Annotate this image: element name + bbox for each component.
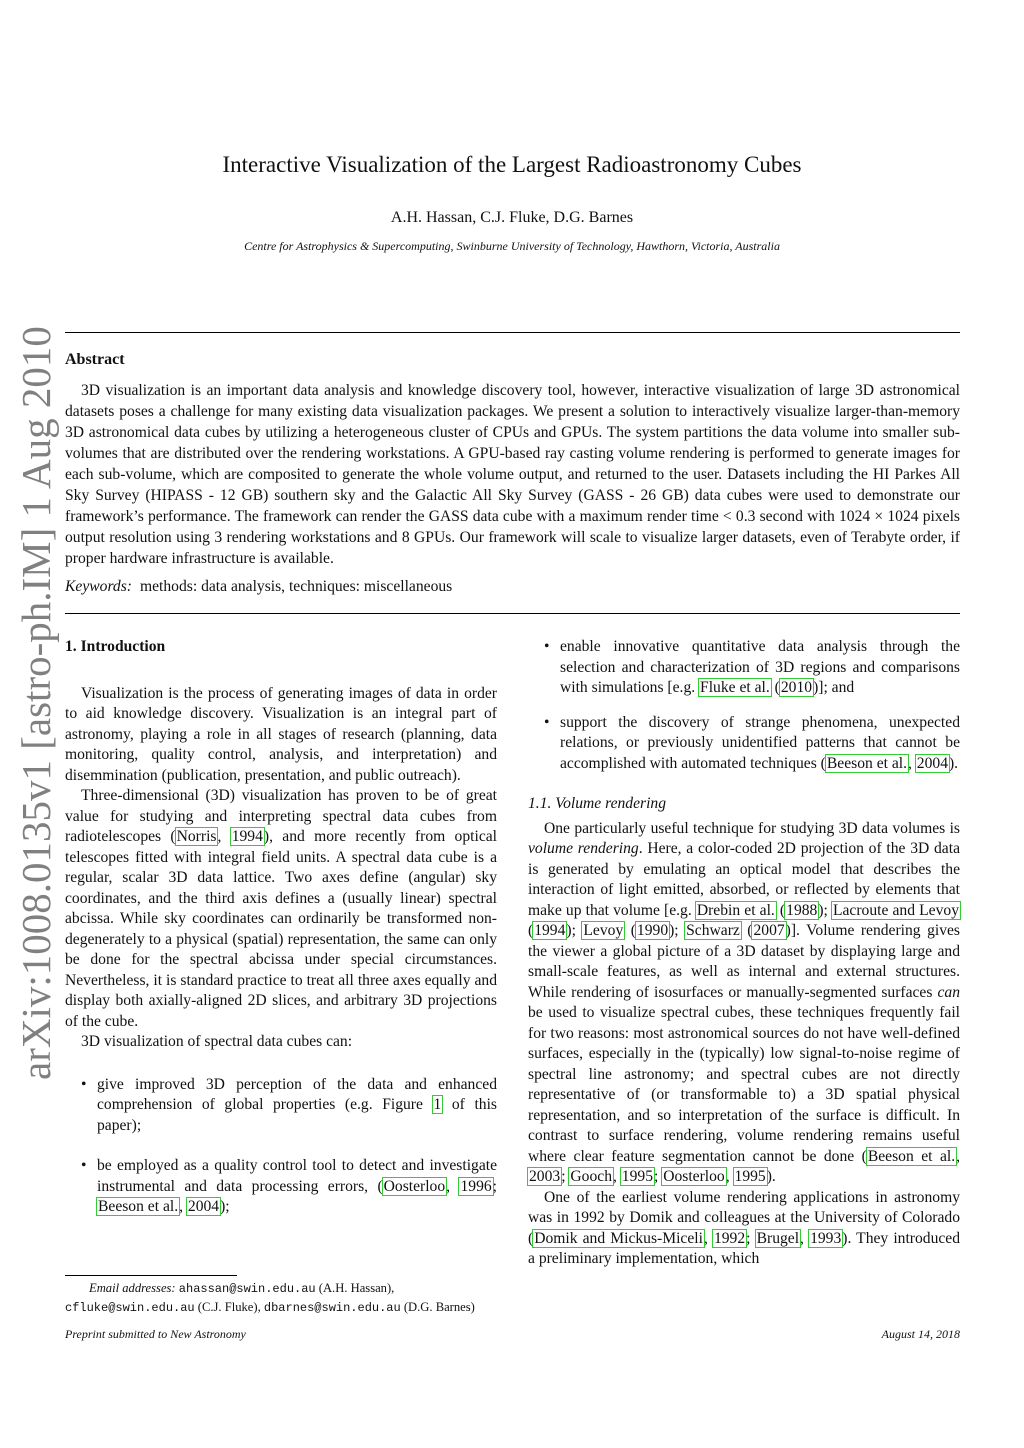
- citation-link[interactable]: Beeson et al.: [867, 1147, 956, 1165]
- top-divider: [65, 332, 960, 333]
- abstract-text: 3D visualization is an important data analysis and knowledge discovery tool, however, interactive visualization of large 3D astronomical datasets poses a challenge for many existing data visualization packages. We present a solution to interactively visualize larger-than-memory 3D astronomical data cubes by utilizing a heterogeneous cluster of CPUs and GPUs. The system partitions the data volume into smaller sub-volumes that are distributed over the rendering workstations. A GPU-based ray casting volume rendering is performed to generate images for each sub-volume, which are composited to generate the whole volume output, and returned to the user. Datasets including the HI Parkes All Sky Survey (HIPASS - 12 GB) southern sky and the Galactic All Sky Survey (GASS - 26 GB) data cubes were used to demonstrate our framework’s performance. The framework can render the GASS data cube with a maximum render time < 0.3 second with 1024 × 1024 pixels output resolution using 3 rendering workstations and 8 GPUs. Our framework will scale to visualize larger datasets, even of Terabyte order, if proper hardware infrastructure is available.: [65, 382, 960, 567]
- email-label: Email addresses:: [89, 1281, 176, 1295]
- keywords: [65, 578, 452, 596]
- citation-link[interactable]: Levoy: [583, 922, 624, 939]
- intro-paragraph-2: Three-dimensional (3D) visualization has proven to be of great value for studying and interpreting spectral data cubes from radiotelescopes (Norris, 1994), and more recently from optical telescopes fitted with integral field units. A spectral data cube is a regular, scalar 3D data lattice. Two axes define (angular) sky coordinates, and the third axis defines a (usually linear) spectral abcissa. While sky coordinates can ordinarily be transformed non-degenerately to a physical (spatial) representation, the same can only be done for the spectral abcissa under special circumstances. Nevertheless, it is standard practice to treat all three axes equally and display both axially-aligned 2D slices, and arbitrary 3D projections of the cube.: [65, 787, 497, 1030]
- right-column: [528, 637, 960, 1270]
- capabilities-list-continued: [528, 637, 960, 774]
- citation-link[interactable]: 2004: [187, 1198, 220, 1215]
- capabilities-list: [65, 1075, 497, 1218]
- list-item: • be employed as a quality control tool to detect and investigate instrumental and data processing errors, (Oosterloo, 1996; Beeson et al., 2004);: [65, 1156, 497, 1218]
- citation-link[interactable]: Norris: [176, 828, 217, 845]
- authors: A.H. Hassan, C.J. Fluke, D.G. Barnes: [390, 209, 634, 226]
- citation-link[interactable]: Gooch: [570, 1168, 612, 1185]
- left-column: [65, 637, 497, 1218]
- list-item: • give improved 3D perception of the data and enhanced comprehension of global properties (e.g. Figure 1 of this paper);: [65, 1075, 497, 1137]
- preprint-note: Preprint submitted to New Astronomy: [65, 1327, 246, 1341]
- intro-paragraph-3: 3D visualization of spectral data cubes can:: [81, 1033, 353, 1050]
- list-item: • support the discovery of strange phenomena, unexpected relations, or previously unidentified patterns that cannot be accomplished with automated techniques (Beeson et al., 2004).: [528, 713, 960, 775]
- footnote-emails: Email addresses: ahassan@swin.edu.au (A.H. Hassan), cfluke@swin.edu.au (C.J. Fluke), dbarnes@swin.edu.au (D.G. Barnes): [65, 1281, 475, 1315]
- subsection-heading-volume-rendering: 1.1. Volume rendering: [528, 795, 667, 812]
- citation-link[interactable]: Beeson et al.: [826, 754, 907, 772]
- paper-title: Interactive Visualization of the Largest Radioastronomy Cubes: [222, 152, 802, 177]
- citation-link[interactable]: 1990: [636, 922, 669, 939]
- section-heading-introduction: 1. Introduction: [65, 638, 166, 655]
- citation-link[interactable]: 1992: [713, 1229, 746, 1247]
- citation-link[interactable]: 2004: [916, 754, 948, 772]
- abstract-heading: Abstract: [65, 351, 125, 368]
- affiliation: Centre for Astrophysics & Supercomputing, Swinburne University of Technology, Hawthorn, Victoria, Australia: [244, 239, 780, 253]
- citation-link[interactable]: 2007: [753, 922, 785, 939]
- citation-link[interactable]: 1994: [231, 828, 263, 845]
- citation-link[interactable]: 1988: [786, 901, 818, 919]
- email-link[interactable]: cfluke@swin.edu.au: [65, 1301, 195, 1315]
- keywords-label: Keywords:: [65, 578, 132, 595]
- citation-link[interactable]: Schwarz: [686, 922, 740, 939]
- intro-paragraph-1: Visualization is the process of generating images of data in order to aid knowledge discovery. Visualization is an integral part of astronomy, playing a role in all stages of research (planning, data monitoring, quality control, analysis, and interpretation) and disemmination (publication, presentation, and public outreach).: [65, 684, 497, 784]
- volume-rendering-paragraph-2: One of the earliest volume rendering applications in astronomy was in 1992 by Domik and colleagues at the University of Colorado (Domik and Mickus-Miceli, 1992; Brugel, 1993). They introduced a preliminary implementation, which: [528, 1188, 961, 1267]
- footer-date: August 14, 2018: [881, 1327, 960, 1341]
- footnote-rule: [65, 1275, 237, 1276]
- citation-link[interactable]: Brugel: [756, 1229, 800, 1247]
- citation-link[interactable]: 1995: [621, 1168, 653, 1185]
- email-link[interactable]: dbarnes@swin.edu.au: [263, 1301, 401, 1315]
- abstract-divider: [65, 613, 960, 614]
- citation-link[interactable]: Fluke et al.: [700, 679, 770, 696]
- citation-link[interactable]: Domik and Mickus-Miceli: [534, 1229, 703, 1247]
- citation-link[interactable]: Beeson et al.: [98, 1198, 179, 1215]
- keywords-text: methods: data analysis, techniques: miscellaneous: [140, 578, 453, 595]
- citation-link[interactable]: 1995: [734, 1168, 766, 1185]
- citation-link[interactable]: 1993: [810, 1229, 842, 1247]
- arxiv-stamp: arXiv:1008.0135v1 [astro-ph.IM] 1 Aug 2010: [13, 326, 59, 1080]
- citation-link[interactable]: Drebin et al.: [696, 901, 775, 919]
- citation-link[interactable]: 2003: [529, 1168, 561, 1185]
- citation-link[interactable]: Lacroute and Levoy: [832, 901, 959, 919]
- figure-reference-link[interactable]: 1: [433, 1096, 442, 1113]
- list-item: • enable innovative quantitative data analysis through the selection and characterization of 3D regions and comparisons with simulations [e.g. Fluke et al. (2010)]; and: [528, 637, 960, 699]
- citation-link[interactable]: Oosterloo: [383, 1177, 446, 1195]
- email-link[interactable]: ahassan@swin.edu.au: [178, 1282, 316, 1296]
- citation-link[interactable]: 1994: [534, 922, 566, 939]
- citation-link[interactable]: 2010: [780, 679, 813, 696]
- volume-rendering-paragraph-1: One particularly useful technique for studying 3D data volumes is volume rendering. Here, a color-coded 2D projection of the 3D data is generated by emulating an optical model that describes the interaction of light emitted, absorbed, or reflected by elements that make up that volume [e.g. Drebin et al. (1988); Lacroute and Levoy (1994); Levoy (1990); Schwarz (2007)]. Volume rendering gives the viewer a global picture of a 3D dataset by displaying large and small-scale features, as well as internal and external structures. While rendering of isosurfaces or manually-segmented surfaces can be used to visualize spectral cubes, these techniques frequently fail for two reasons: most astronomical sources do not have well-defined surfaces, especially in the (typically) low signal-to-noise regime of spectral line astronomy; and spectral cubes are not directly representative of (or transformable to) a 3D spatial physical representation, and so interpretation of the surface is difficult. In contrast to surface rendering, volume rendering remains useful where clear feature segmentation cannot be done (Beeson et al., 2003; Gooch, 1995; Oosterloo, 1995).: [528, 819, 961, 1185]
- citation-link[interactable]: Oosterloo: [663, 1168, 725, 1185]
- citation-link[interactable]: 1996: [460, 1177, 492, 1195]
